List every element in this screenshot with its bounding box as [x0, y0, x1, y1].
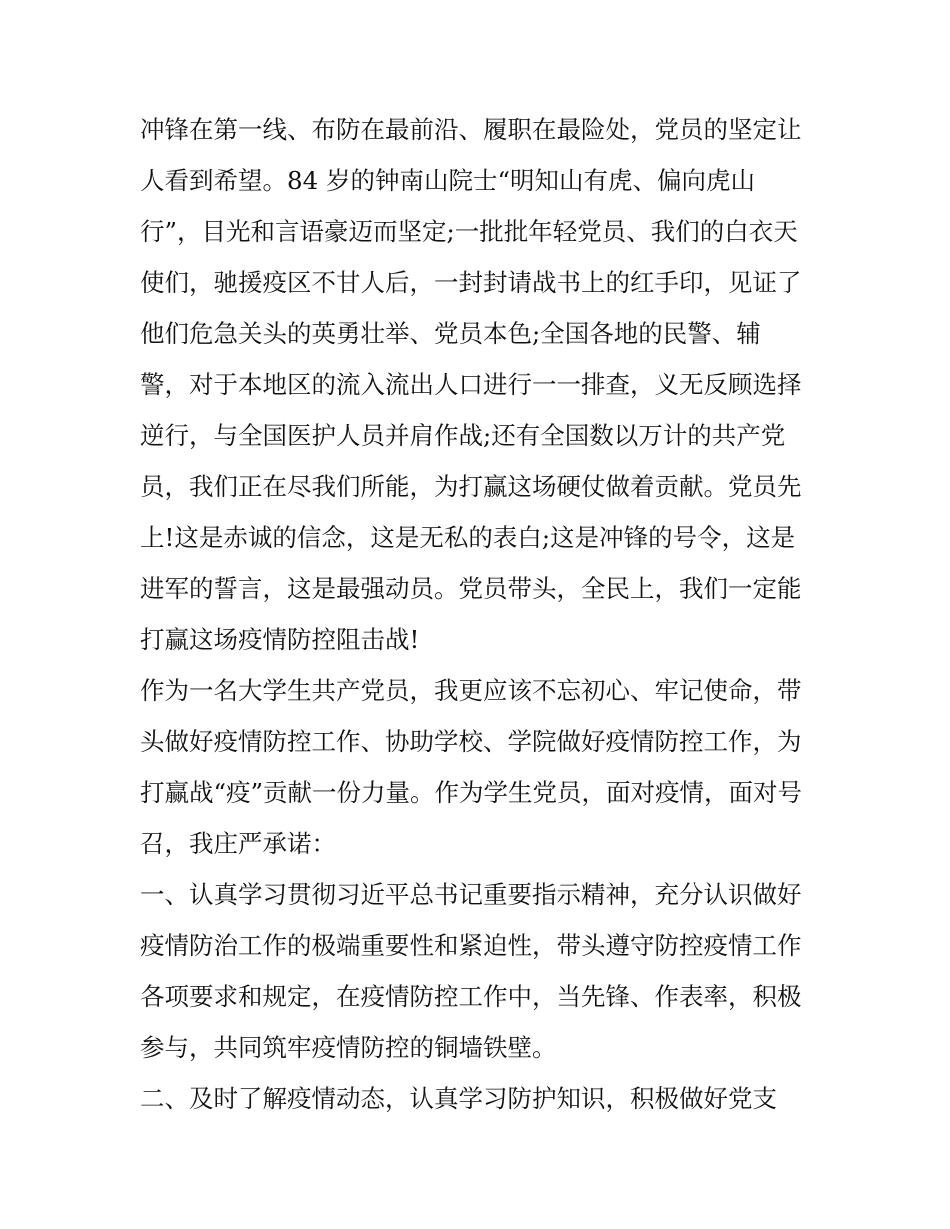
text-line: 召，我庄严承诺： [140, 829, 336, 858]
text-line: 二、及时了解疫情动态，认真学习防护知识，积极做好党支 [140, 1084, 777, 1113]
text-line: 打赢这场疫情防控阻击战! [140, 625, 420, 654]
text-line: 一、认真学习贯彻习近平总书记重要指示精神，充分认识做好 [140, 880, 802, 909]
text-line: 头做好疫情防控工作、协助学校、学院做好疫情防控工作，为 [140, 727, 802, 756]
text-line: 逆行，与全国医护人员并肩作战;还有全国数以万计的共产党 [140, 421, 786, 450]
text-line: 各项要求和规定，在疫情防控工作中，当先锋、作表率，积极 [140, 982, 802, 1011]
text-line: 警，对于本地区的流入流出人口进行一一排查，义无反顾选择 [140, 370, 802, 399]
text-line: 人看到希望。84 岁的钟南山院士“明知山有虎、偏向虎山 [140, 166, 755, 195]
text-line: 疫情防治工作的极端重要性和紧迫性，带头遵守防控疫情工作 [140, 931, 802, 960]
text-line: 上!这是赤诚的信念，这是无私的表白;这是冲锋的号令，这是 [140, 523, 796, 552]
text-line: 进军的誓言，这是最强动员。党员带头，全民上，我们一定能 [140, 574, 802, 603]
text-line: 使们，驰援疫区不甘人后，一封封请战书上的红手印，见证了 [140, 268, 802, 297]
text-line: 参与，共同筑牢疫情防控的铜墙铁壁。 [140, 1033, 557, 1062]
text-line: 作为一名大学生共产党员，我更应该不忘初心、牢记使命，带 [140, 676, 802, 705]
text-line: 冲锋在第一线、布防在最前沿、履职在最险处，党员的坚定让 [140, 115, 802, 144]
text-line: 打赢战“疫”贡献一份力量。作为学生党员，面对疫情，面对号 [140, 778, 803, 807]
text-line: 行”，目光和言语豪迈而坚定;一批批年轻党员、我们的白衣天 [140, 217, 798, 246]
body-text [140, 104, 820, 1124]
text-line: 员，我们正在尽我们所能，为打赢这场硬仗做着贡献。党员先 [140, 472, 802, 501]
text-line: 他们危急关头的英勇壮举、党员本色;全国各地的民警、辅 [140, 319, 761, 348]
